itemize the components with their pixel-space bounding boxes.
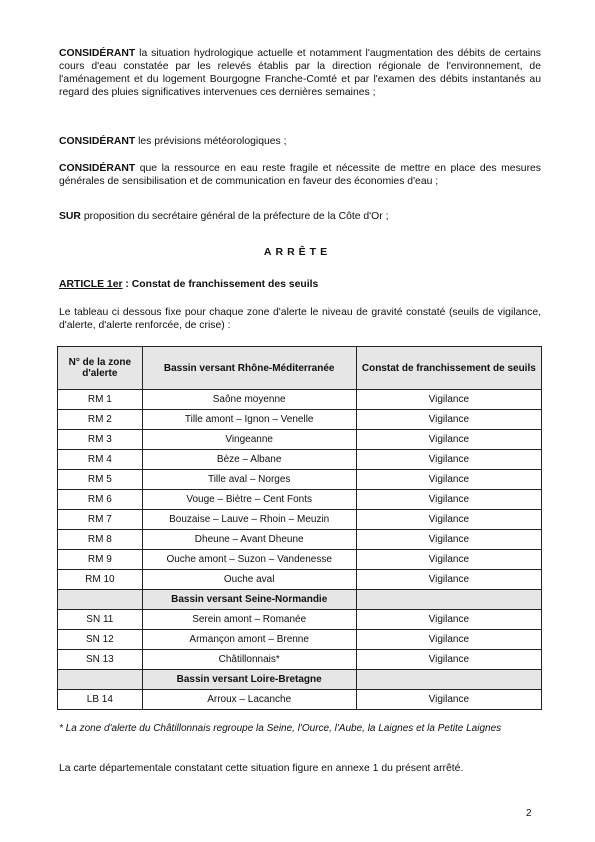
- bassin-cell: Armançon amont – Brenne: [142, 630, 356, 650]
- table-row: [58, 510, 542, 530]
- zone-cell: SN 12: [58, 630, 143, 650]
- zone-cell: RM 6: [58, 490, 143, 510]
- constat-cell: Vigilance: [356, 510, 541, 530]
- bassin-cell: Saône moyenne: [142, 390, 356, 410]
- footnote: * La zone d'alerte du Châtillonnais regroupe la Seine, l'Ource, l'Aube, la Laignes et la Petite Laignes: [59, 723, 502, 734]
- bassin-cell: Ouche aval: [142, 570, 356, 590]
- considerant-hydrologie: [59, 47, 541, 99]
- article-1-heading: : Constat de franchissement des seuils: [122, 279, 319, 290]
- table-row: [58, 530, 542, 550]
- article-1-intro: Le tableau ci dessous fixe pour chaque zone d'alerte le niveau de gravité constaté (seuils de vigilance, d'alerte, d'alerte renforcée, de crise) :: [59, 307, 541, 331]
- article-1-label: ARTICLE 1er: [59, 279, 123, 290]
- zone-cell: RM 9: [58, 550, 143, 570]
- zone-cell: RM 8: [58, 530, 143, 550]
- arrete-heading: ARRÊTE: [263, 246, 332, 258]
- constat-cell: Vigilance: [356, 610, 541, 630]
- bassin-cell: Ouche amont – Suzon – Vandenesse: [142, 550, 356, 570]
- table-row: [58, 470, 542, 490]
- constat-cell: Vigilance: [356, 570, 541, 590]
- constat-cell: Vigilance: [356, 550, 541, 570]
- zone-cell: SN 11: [58, 610, 143, 630]
- table-row: [58, 570, 542, 590]
- considerant-lead: CONSIDÉRANT: [59, 163, 136, 174]
- considerant-lead: CONSIDÉRANT: [59, 136, 136, 147]
- zone-cell: LB 14: [58, 690, 143, 710]
- zone-cell: RM 7: [58, 510, 143, 530]
- considerant-text: que la ressource en eau reste fragile et nécessite de mettre en place des mesures générales de sensibilisation et de communication en faveur des économies d'eau ;: [59, 163, 541, 187]
- bassin-cell: Dheune – Avant Dheune: [142, 530, 356, 550]
- section-row: [58, 590, 542, 610]
- zone-cell: SN 13: [58, 650, 143, 670]
- bassin-cell: Bouzaise – Lauve – Rhoin – Meuzin: [142, 510, 356, 530]
- constat-cell: Vigilance: [356, 490, 541, 510]
- zone-cell: RM 1: [58, 390, 143, 410]
- bassin-cell: Châtillonnais*: [142, 650, 356, 670]
- table-row: [58, 390, 542, 410]
- considerant-text: les prévisions météorologiques ;: [135, 136, 287, 147]
- table-header-row: [58, 347, 542, 390]
- article-1-title: [59, 279, 318, 290]
- constat-cell: Vigilance: [356, 650, 541, 670]
- bassin-cell: Tille amont – Ignon – Venelle: [142, 410, 356, 430]
- section-heading-seine: Bassin versant Seine-Normandie: [142, 590, 356, 610]
- table-row: [58, 450, 542, 470]
- zone-cell: RM 2: [58, 410, 143, 430]
- constat-cell: Vigilance: [356, 530, 541, 550]
- sur-text: proposition du secrétaire général de la préfecture de la Côte d'Or ;: [80, 211, 389, 222]
- constat-cell: Vigilance: [356, 630, 541, 650]
- sur-lead: SUR: [59, 211, 81, 222]
- table-row: [58, 490, 542, 510]
- table-row: [58, 550, 542, 570]
- constat-cell: Vigilance: [356, 410, 541, 430]
- zone-cell: RM 4: [58, 450, 143, 470]
- section-heading-loire: Bassin versant Loire-Bretagne: [142, 670, 356, 690]
- header-bassin: Bassin versant Rhône-Méditerranée: [142, 347, 356, 390]
- section-row: [58, 670, 542, 690]
- zone-cell: RM 5: [58, 470, 143, 490]
- constat-cell: Vigilance: [356, 430, 541, 450]
- sur-proposition: [59, 210, 541, 223]
- bassin-cell: Vouge – Biètre – Cent Fonts: [142, 490, 356, 510]
- bassin-cell: Serein amont – Romanée: [142, 610, 356, 630]
- bassin-cell: Vingeanne: [142, 430, 356, 450]
- zone-cell: RM 3: [58, 430, 143, 450]
- table-row: [58, 410, 542, 430]
- constat-cell: Vigilance: [356, 450, 541, 470]
- header-constat: Constat de franchissement de seuils: [356, 347, 541, 390]
- table-row: [58, 430, 542, 450]
- constat-cell: Vigilance: [356, 470, 541, 490]
- constat-cell: Vigilance: [356, 390, 541, 410]
- considerant-meteo: [59, 135, 541, 148]
- page-number: 2: [526, 808, 532, 819]
- annexe-text: La carte départementale constatant cette situation figure en annexe 1 du présent arrêté.: [59, 763, 464, 774]
- header-zone: N° de la zone d'alerte: [58, 347, 143, 390]
- zone-cell: RM 10: [58, 570, 143, 590]
- table-row: [58, 690, 542, 710]
- bassin-cell: Tille aval – Norges: [142, 470, 356, 490]
- considerant-lead: CONSIDÉRANT: [59, 48, 136, 59]
- considerant-ressource: [59, 162, 541, 188]
- bassin-cell: Arroux – Lacanche: [142, 690, 356, 710]
- seuils-table: [57, 346, 542, 710]
- bassin-cell: Bèze – Albane: [142, 450, 356, 470]
- table-row: [58, 630, 542, 650]
- table-row: [58, 650, 542, 670]
- constat-cell: Vigilance: [356, 690, 541, 710]
- table-row: [58, 610, 542, 630]
- considerant-text: la situation hydrologique actuelle et notamment l'augmentation des débits de certains cours d'eau constatée par les relevés établis par la direction régionale de l'environnement, de l'aménagement et du logement Bourgogne Franche-Comté et par l'examen des débits instantanés au regard des pluies significatives intervenues ces dernières semaines ;: [59, 48, 541, 98]
